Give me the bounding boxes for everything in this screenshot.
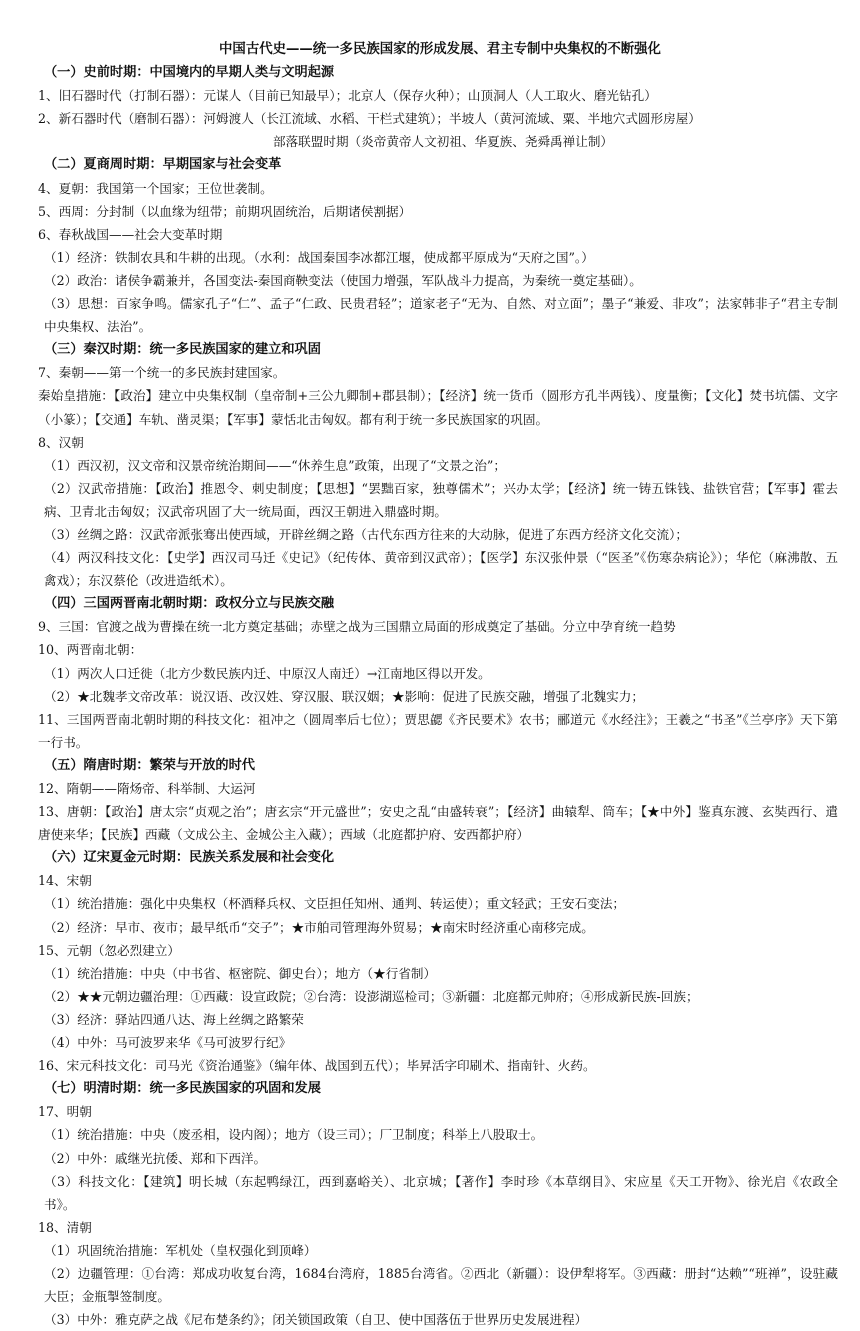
text-line: （4）两汉科技文化：【史学】西汉司马迁《史记》（纪传体、黄帝到汉武帝）；【医学】东汉张仲景（“医圣”《伤寒杂病论》）；华佗（麻沸散、五禽戏）；东汉蔡伦（改进造纸术）。 [44, 550, 838, 589]
text-line: （2）★北魏孝文帝改革：说汉语、改汉姓、穿汉服、联汉姻；★影响：促进了民族交融，增强了北魏实力； [44, 688, 644, 704]
text-line: （1）经济：铁制农具和牛耕的出现。（水利：战国秦国李冰都江堰，使成都平原成为“天府之国”。） [44, 249, 594, 265]
section-heading: （四）三国两晋南北朝时期：政权分立与民族交融 [44, 596, 335, 612]
document-title: 中国古代史——统一多民族国家的形成发展、君主专制中央集权的不断强化 [219, 42, 661, 57]
text-line: 4、夏朝：我国第一个国家；王位世袭制。 [38, 180, 273, 196]
text-line: （2）政治：诸侯争霸兼并，各国变法-秦国商鞅变法（使国力增强，军队战斗力提高，为秦统一奠定基础）。 [44, 272, 642, 288]
text-line: 16、宋元科技文化：司马光《资治通鉴》（编年体、战国到五代）；毕昇活字印刷术、指南针、火药。 [38, 1058, 596, 1074]
text-line: （3）丝绸之路：汉武帝派张骞出使西域，开辟丝绸之路（古代东西方往来的大动脉，促进了东西方经济文化交流）； [44, 526, 688, 542]
section-heading: （六）辽宋夏金元时期：民族关系发展和社会变化 [44, 850, 335, 866]
section-heading: （五）隋唐时期：繁荣与开放的时代 [44, 757, 255, 773]
text-line: （2）中外：戚继光抗倭、郑和下西洋。 [44, 1150, 267, 1166]
centered-line: 部落联盟时期（炎帝黄帝人文初祖、华夏族、尧舜禹禅让制） [272, 134, 614, 150]
text-line: 6、春秋战国——社会大变革时期 [38, 226, 223, 242]
text-line: （1）统治措施：强化中央集权（杯酒释兵权、文臣担任知州、通判、转运使）；重文轻武；王安石变法； [44, 896, 626, 912]
text-line: 12、隋朝——隋炀帝、科举制、大运河 [38, 781, 256, 796]
text-line: 2、新石器时代（磨制石器）：河姆渡人（长江流域、水稻、干栏式建筑）；半坡人（黄河流域、粟、半地穴式圆形房屋） [38, 111, 701, 127]
text-line: （1）统治措施：中央（废丞相，设内阁）；地方（设三司）；厂卫制度；科举上八股取士。 [44, 1127, 544, 1143]
text-line: 11、三国两晋南北朝时期的科技文化：祖冲之（圆周率后七位）；贾思勰《齐民要术》农书；郦道元《水经注》；王羲之“书圣”《兰亭序》天下第一行书。 [38, 711, 838, 750]
text-line: 10、两晋南北朝： [38, 642, 143, 658]
text-line: （1）西汉初，汉文帝和汉景帝统治期间——“休养生息”政策，出现了“文景之治”； [44, 457, 506, 473]
text-line: 13、唐朝：【政治】唐太宗“贞观之治”；唐玄宗“开元盛世”；安史之乱“由盛转衰”；【经济】曲辕犁、筒车；【★中外】鉴真东渡、玄奘西行、遣唐使来华；【民族】西藏（文成公主、金城公主入藏）；西域（北庭都护府、安西都护府） [38, 804, 838, 843]
text-line: （3）中外：雅克萨之战《尼布楚条约》；闭关锁国政策（自卫、使中国落伍于世界历史发展进程） [44, 1312, 588, 1328]
text-line: 1、旧石器时代（打制石器）：元谋人（目前已知最早）；北京人（保存火种）；山顶洞人（人工取火、磨光钻孔） [38, 88, 657, 104]
text-line: （3）经济：驿站四通八达、海上丝绸之路繁荣 [44, 1011, 304, 1027]
text-line: 15、元朝（忽必烈建立） [38, 942, 180, 958]
text-line: 17、明朝 [38, 1104, 92, 1120]
text-line: （4）中外：马可波罗来华《马可波罗行纪》 [44, 1035, 292, 1051]
text-line: （3）思想：百家争鸣。儒家孔子“仁”、孟子“仁政、民贵君轻”；道家老子“无为、自然、对立面”；墨子“兼爱、非攻”；法家韩非子“君主专制中央集权、法治”。 [44, 296, 838, 335]
section-heading: （二）夏商周时期：早期国家与社会变革 [44, 157, 282, 173]
section-heading: （七）明清时期：统一多民族国家的巩固和发展 [44, 1081, 321, 1097]
text-line: （2）汉武帝措施：【政治】推恩令、刺史制度；【思想】“罢黜百家，独尊儒术”；兴办太学；【经济】统一铸五铢钱、盐铁官营；【军事】霍去病、卫青北击匈奴；汉武帝巩固了大一统局面，西汉王朝进入鼎盛时期。 [44, 480, 838, 519]
text-line: 8、汉朝 [38, 434, 84, 450]
document-body [38, 61, 838, 1331]
text-line: （2）★★元朝边疆治理：①西藏：设宣政院；②台湾：设澎湖巡检司；③新疆：北庭都元帅府；④形成新民族-回族； [44, 988, 699, 1004]
text-line: （1）巩固统治措施：军机处（皇权强化到顶峰） [44, 1242, 317, 1258]
text-line: 14、宋朝 [38, 873, 92, 889]
text-line: 18、清朝 [38, 1219, 92, 1235]
section-heading: （一）史前时期：中国境内的早期人类与文明起源 [44, 65, 335, 81]
text-line: （2）边疆管理：①台湾：郑成功收复台湾，1684台湾府，1885台湾省。②西北（新疆）：设伊犁将军。③西藏：册封“达赖”“班禅”，设驻藏大臣；金瓶掣签制度。 [44, 1265, 838, 1305]
text-line: （1）两次人口迁徙（北方少数民族内迁、中原汉人南迁）→江南地区得以开发。 [44, 665, 491, 681]
text-line: 9、三国：官渡之战为曹操在统一北方奠定基础；赤壁之战为三国鼎立局面的形成奠定了基础。分立中孕育统一趋势 [38, 619, 676, 635]
text-line: （3）科技文化：【建筑】明长城（东起鸭绿江，西到嘉峪关）、北京城；【著作】李时珍《本草纲目》、宋应星《天工开物》、徐光启《农政全书》。 [44, 1173, 838, 1212]
text-line: 5、西周：分封制（以血缘为纽带；前期巩固统治，后期诸侯割据） [38, 203, 412, 219]
section-heading: （三）秦汉时期：统一多民族国家的建立和巩固 [44, 342, 321, 358]
text-line: （2）经济：早市、夜市；最早纸币“交子”；★市舶司管理海外贸易；★南宋时经济重心南移完成。 [44, 919, 594, 935]
text-line: 7、秦朝——第一个统一的多民族封建国家。 [38, 365, 286, 381]
text-line: （1）统治措施：中央（中书省、枢密院、御史台）；地方（★行省制） [44, 965, 437, 981]
text-line: 秦始皇措施：【政治】建立中央集权制（皇帝制+三公九卿制+郡县制）；【经济】统一货币（圆形方孔半两钱）、度量衡；【文化】焚书坑儒、文字（小篆）；【交通】车轨、凿灵渠；【军事】蒙恬北击匈奴。都有利于统一多民族国家的巩固。 [38, 388, 838, 427]
